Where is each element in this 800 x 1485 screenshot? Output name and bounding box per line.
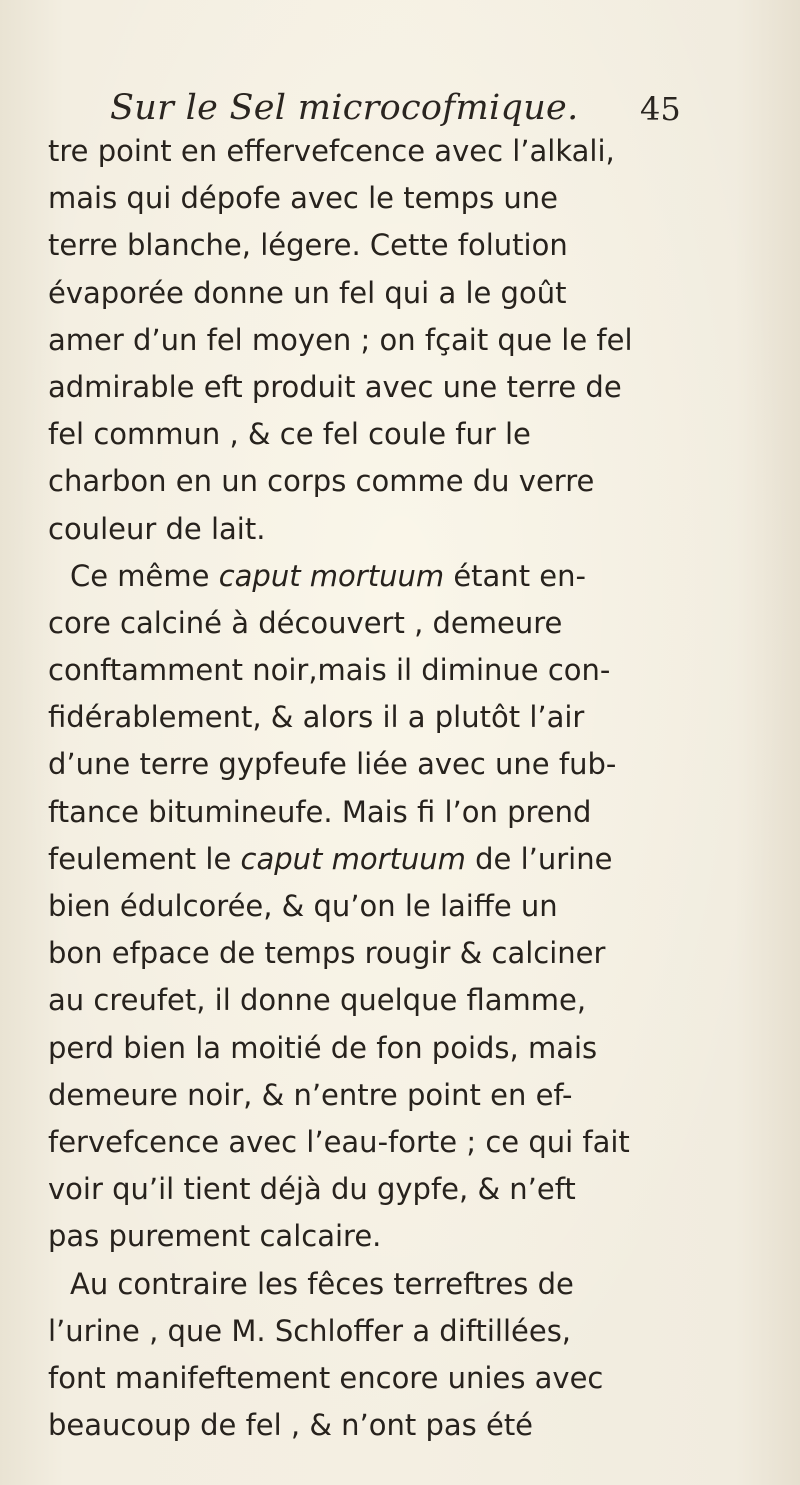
text-segment: core calciné à découvert , demeure [48,605,563,640]
text-line [48,317,766,364]
text-line [48,175,766,222]
text-line [48,1072,766,1119]
running-title: Sur le Sel microcofmique. [110,88,579,128]
text-segment: d’une terre gypfeufe liée avec une fub- [48,747,617,782]
text-segment: beaucoup de fel , & n’ont pas été [48,1408,534,1443]
text-line [48,411,766,458]
text-segment: mais qui dépofe avec le temps une [48,181,558,216]
text-segment: bon efpace de temps rougir & calciner [48,936,606,971]
text-segment: perd bien la moitié de fon poids, mais [48,1030,598,1065]
text-line [48,1213,766,1260]
text-line [48,364,766,411]
text-segment: évaporée donne un fel qui a le goût [48,275,567,310]
text-line [48,1166,766,1213]
text-segment: conftamment noir,mais il diminue con- [48,653,611,688]
text-segment: tre point en effervefcence avec l’alkali, [48,134,615,168]
text-segment: de l’urine [465,841,613,876]
text-segment: couleur de lait. [48,511,266,546]
text-line [48,1119,766,1166]
italic-term: caput mortuum [240,841,466,876]
text-line [48,222,766,269]
text-segment: l’urine , que M. Schloffer a diftillées, [48,1313,572,1348]
text-line [48,1261,766,1308]
text-segment: admirable eft produit avec une terre de [48,369,622,404]
text-segment: pas purement calcaire. [48,1219,382,1254]
text-line [48,1308,766,1355]
text-segment: font manifeftement encore unies avec [48,1360,604,1395]
text-segment: fidérablement, & alors il a plutôt l’air [48,700,585,735]
text-line [48,647,766,694]
text-segment: terre blanche, légere. Cette folution [48,228,568,263]
text-line [48,1355,766,1402]
text-segment: voir qu’il tient déjà du gypfe, & n’eft [48,1172,576,1207]
text-line [48,1025,766,1072]
text-line [48,458,766,505]
text-segment: bien édulcorée, & qu’on le laiffe un [48,889,558,923]
text-line [48,553,766,600]
italic-term: caput mortuum [218,558,445,593]
page-header [0,84,800,134]
text-segment: demeure noir, & n’entre point en ef- [48,1077,573,1112]
text-segment: fel commun , & ce fel coule fur le [48,417,531,452]
text-line [48,741,766,788]
text-line [48,930,766,977]
text-line [48,977,766,1024]
text-segment: ftance bitumineufe. Mais fi l’on prend [48,794,592,829]
text-line [48,836,766,883]
text-segment: amer d’un fel moyen ; on fçait que le fel [48,322,633,357]
text-line [48,128,766,175]
text-line [48,506,766,553]
text-segment: charbon en un corps comme du verre [48,464,595,499]
text-line [48,270,766,317]
text-line [48,694,766,741]
text-line [48,883,766,930]
text-segment: étant en- [444,558,586,593]
text-line [48,600,766,647]
text-segment: Ce même [70,558,219,593]
text-segment: Au contraire les fêces terreftres de [70,1266,574,1301]
text-segment: feulement le [48,841,241,876]
text-segment: au creufet, il donne quelque flamme, [48,983,587,1018]
text-line [48,1402,766,1449]
text-line [48,789,766,836]
body-text [48,128,766,1449]
page-number: 45 [640,90,681,128]
text-segment: fervefcence avec l’eau-forte ; ce qui fait [48,1124,630,1159]
